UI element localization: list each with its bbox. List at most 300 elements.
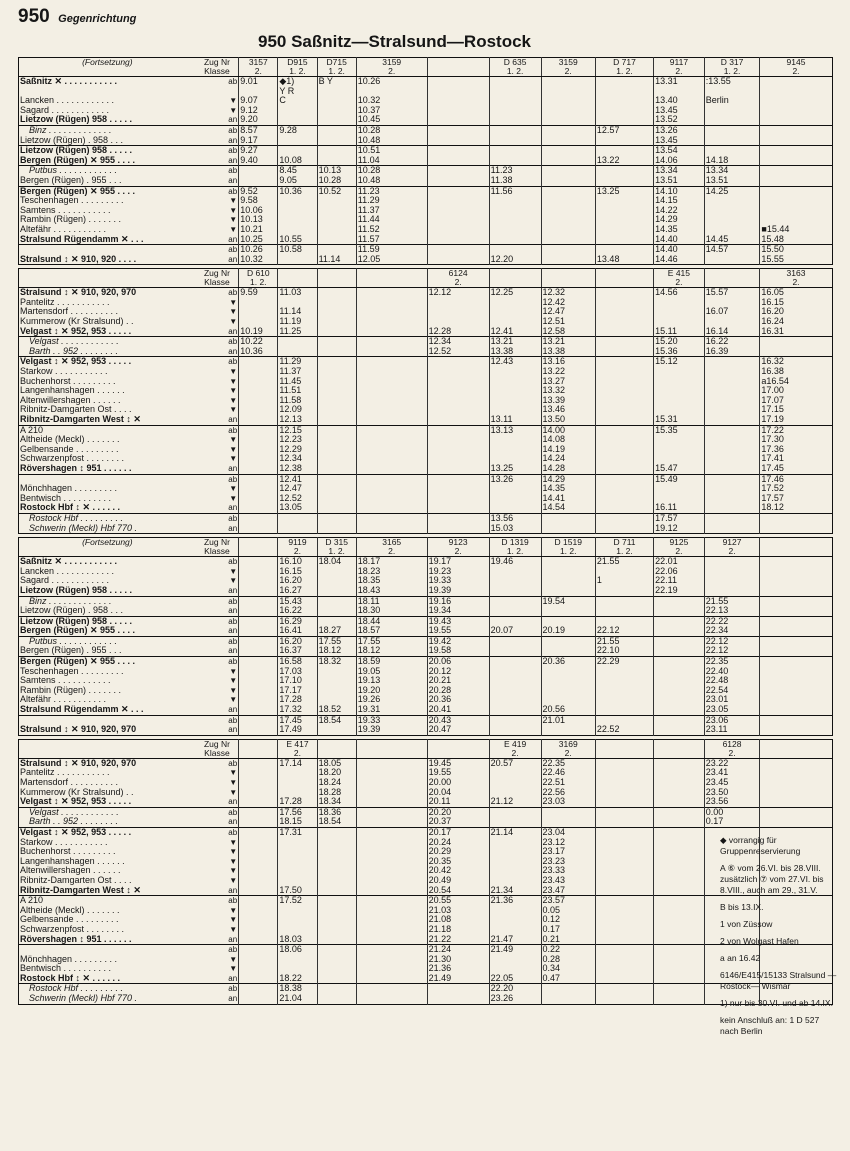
time-cell [489,695,541,705]
time-cell: 23.04 [541,827,595,837]
time-cell [356,415,427,425]
time-cell [317,425,356,435]
time-cell [595,386,653,396]
time-cell [760,96,832,106]
time-cell [239,586,278,596]
time-cell [489,817,541,827]
arr-dep-marker: an [228,503,238,513]
time-cell: 12.34 [427,337,489,347]
time-cell: 10.28 [356,166,427,176]
arr-dep-marker: ▼ [229,96,238,106]
time-cell: 15.49 [654,474,705,484]
station-name: Bergen (Rügen) ✕ 955 . . . . [19,657,196,667]
train-number-cell [704,269,760,288]
time-cell [654,984,705,994]
time-cell: 15.47 [654,464,705,474]
time-cell [427,484,489,494]
table-row [19,77,833,97]
time-cell [541,196,595,206]
time-cell [317,474,356,484]
time-cell [704,215,760,225]
time-cell: 12.58 [541,327,595,337]
time-cell: 23.23 [541,857,595,867]
time-cell [317,484,356,494]
time-cell [760,797,832,807]
time-cell [489,96,541,106]
time-cell [427,245,489,255]
time-cell [356,288,427,298]
time-cell [356,317,427,327]
time-cell [278,146,317,156]
time-cell [239,935,278,945]
train-number-cell: D715 1. 2. [317,58,356,77]
time-cell: 13.45 [654,106,705,116]
time-cell: 11.58 [278,396,317,406]
time-cell: 13.11 [489,415,541,425]
time-cell [317,915,356,925]
time-cell [541,646,595,656]
time-cell [595,115,653,125]
time-cell [654,695,705,705]
time-cell [427,494,489,504]
arr-dep-marker: ▼ [229,454,238,464]
time-cell [356,857,427,867]
time-cell: 20.36 [427,695,489,705]
time-cell [704,435,760,445]
time-cell: 12.43 [489,357,541,367]
station-name: Bentwisch . . . . . . . . . . [20,964,112,974]
time-cell [704,377,760,387]
time-cell: 22.12 [704,646,760,656]
time-cell [427,317,489,327]
time-cell: 18.44 [356,616,427,626]
station-name: A 210 [19,425,196,435]
table-row [19,337,833,347]
table-row [19,768,833,778]
arr-dep-marker: ▼ [229,866,238,876]
time-cell [595,415,653,425]
time-cell: 21.36 [427,964,489,974]
time-cell [239,386,278,396]
time-cell [489,606,541,616]
time-cell: 17.57 [760,494,832,504]
time-cell [278,106,317,116]
time-cell: 20.00 [427,778,489,788]
time-cell [704,494,760,504]
time-cell [317,96,356,106]
time-cell: 15.31 [654,415,705,425]
table-row [19,788,833,798]
time-cell: B Y [317,77,356,97]
train-number-cell [427,739,489,758]
time-cell: 10.32 [356,96,427,106]
time-cell: 19.33 [356,715,427,725]
time-cell: 21.08 [427,915,489,925]
time-cell [595,984,653,994]
time-cell: 22.12 [704,636,760,646]
station-name: Stralsund Rügendamm ✕ . . . [20,234,144,244]
time-cell [654,974,705,984]
time-cell [317,288,356,298]
time-cell [317,906,356,916]
table-row [19,136,833,146]
time-cell [427,156,489,166]
table-row [19,606,833,616]
table-row [19,925,833,935]
time-cell [541,606,595,616]
time-cell [595,435,653,445]
time-cell [239,925,278,935]
time-cell [595,596,653,606]
table-row [19,176,833,186]
table-row [19,96,833,106]
table-row [19,156,833,166]
time-cell [489,215,541,225]
time-cell [489,567,541,577]
time-cell [595,513,653,523]
time-cell [595,876,653,886]
time-cell: 12.23 [278,435,317,445]
arr-dep-marker: ab [196,984,239,994]
time-cell [317,925,356,935]
time-cell: 21.55 [595,557,653,567]
time-cell: 12.47 [541,307,595,317]
time-cell [278,925,317,935]
station-name: Binz . . . . . . . . . . . . . [19,596,196,606]
table-row [19,235,833,245]
time-cell [239,567,278,577]
arr-dep-marker: ▼ [229,905,238,915]
time-cell [317,567,356,577]
time-cell [427,415,489,425]
time-cell: 14.25 [704,186,760,196]
timetable-block-1 [18,57,833,265]
table-row [19,778,833,788]
time-cell [760,626,832,636]
time-cell: 13.38 [489,347,541,357]
station-name: Bentwisch . . . . . . . . . . [20,493,112,503]
station-name: Rostock Hbf ↕ ✕ . . . . . . [20,503,121,513]
time-cell [489,245,541,255]
time-cell [654,386,705,396]
time-cell [356,955,427,965]
time-cell: 15.43 [278,596,317,606]
time-cell: 22.51 [541,778,595,788]
time-cell [278,955,317,965]
timetable-block-4 [18,739,833,1005]
time-cell: 9.17 [239,136,278,146]
table-row [19,695,833,705]
time-cell [595,484,653,494]
arr-dep-marker: ab [196,357,239,367]
time-cell: 14.40 [654,235,705,245]
station-name: Lietzow (Rügen) 958 . . . . . [20,115,133,125]
station-name: Buchenhorst . . . . . . . . . [20,847,116,857]
time-cell: 13.39 [541,396,595,406]
time-cell: 20.28 [427,686,489,696]
arr-dep-marker: ▼ [229,435,238,445]
time-cell: 12.34 [278,454,317,464]
time-cell [595,896,653,906]
time-cell [760,576,832,586]
arr-dep-marker: an [228,646,238,656]
arr-dep-marker: ab [196,896,239,906]
arr-dep-marker: ab [196,513,239,523]
time-cell [317,935,356,945]
time-cell: 19.33 [427,576,489,586]
time-cell: 9.59 [239,288,278,298]
arr-dep-marker: ab [228,288,238,298]
time-cell: 17.55 [356,636,427,646]
time-cell: 16.05 [760,288,832,298]
time-cell: 22.35 [541,758,595,768]
station-name: Gelbensande . . . . . . . . . [20,915,119,925]
arr-dep-marker: an [228,115,238,125]
table-row [19,866,833,876]
time-cell: 17.00 [760,386,832,396]
station-name: A 210 [19,896,196,906]
time-cell: 20.04 [427,788,489,798]
arr-dep-marker: ab [228,77,238,86]
time-cell: 9.27 [239,146,278,156]
time-cell [654,847,705,857]
time-cell [239,405,278,415]
time-cell: 13.05 [278,503,317,513]
station-name: Lietzow (Rügen) . 958 . . . [20,135,124,145]
time-cell: 17.15 [760,405,832,415]
time-cell: 10.22 [239,337,278,347]
time-cell: 9.01 [239,77,278,97]
time-cell: 8.45 [278,166,317,176]
time-cell: 20.11 [427,797,489,807]
time-cell: 16.20 [760,307,832,317]
arr-dep-marker: ▼ [229,954,238,964]
time-cell: 11.38 [489,176,541,186]
time-cell: 22.12 [595,626,653,636]
time-cell [489,768,541,778]
time-cell: 19.12 [654,524,705,534]
time-cell [760,524,832,534]
time-cell [239,984,278,994]
time-cell [356,377,427,387]
time-cell [654,866,705,876]
time-cell [541,77,595,97]
time-cell: 11.37 [278,367,317,377]
arr-dep-marker: an [228,606,238,616]
time-cell [317,206,356,216]
time-cell [427,115,489,125]
time-cell: 14.24 [541,454,595,464]
time-cell [278,788,317,798]
time-cell [317,606,356,616]
train-number-cell [595,269,653,288]
footnote-item: 6146/E415/15133 Stralsund —Rostock— Wismar [720,970,837,991]
time-cell [595,176,653,186]
arr-dep-marker: ab [196,827,239,837]
time-cell [595,925,653,935]
train-number-cell: 9119 2. [278,538,317,557]
station-name [19,474,196,484]
time-cell [317,298,356,308]
time-cell [278,347,317,357]
time-cell: 17.45 [760,464,832,474]
time-cell: 10.28 [317,176,356,186]
time-cell: 19.39 [427,586,489,596]
station-name: Stralsund ↕ ✕ 910, 920, 970 [20,725,137,735]
table-row [19,317,833,327]
time-cell: 15.35 [654,425,705,435]
time-cell: 12.12 [427,288,489,298]
timetable-header-row [19,58,833,77]
time-cell [317,695,356,705]
time-cell: 19.20 [356,686,427,696]
time-cell: 18.35 [356,576,427,586]
time-cell [489,925,541,935]
arr-dep-marker: an [228,254,238,264]
time-cell: 21.49 [427,974,489,984]
time-cell: 18.05 [317,758,356,768]
train-number-cell: 3169 2. [541,739,595,758]
time-cell [595,317,653,327]
time-cell [317,994,356,1004]
station-name: Rövershagen ↕ 951 . . . . . . [20,463,132,473]
time-cell [317,725,356,735]
arr-dep-marker: ab [196,657,239,667]
time-cell [595,915,653,925]
station-name: Rambin (Rügen) . . . . . . . [20,685,122,695]
time-cell: 1 [595,576,653,586]
table-row [19,503,833,513]
time-cell [654,768,705,778]
time-cell [489,156,541,166]
time-cell: 14.19 [541,445,595,455]
time-cell: 13.51 [654,176,705,186]
time-cell [356,484,427,494]
station-name: Velgast . . . . . . . . . . . . [19,337,196,347]
time-cell: 13.34 [704,166,760,176]
table-row [19,327,833,337]
time-cell [654,396,705,406]
time-cell [317,886,356,896]
time-cell: 15.48 [760,235,832,245]
time-cell: 18.52 [317,705,356,715]
arr-dep-marker: ▼ [229,676,238,686]
time-cell: 10.06 [239,206,278,216]
timetable-container [18,57,832,1008]
table-row [19,686,833,696]
arr-dep-marker: an [228,415,238,424]
table-row [19,646,833,656]
time-cell: 16.37 [278,646,317,656]
time-cell: 23.47 [541,886,595,896]
time-cell [654,715,705,725]
time-cell [654,994,705,1004]
time-cell [541,106,595,116]
time-cell: 10.51 [356,146,427,156]
time-cell: 18.38 [278,984,317,994]
table-row [19,915,833,925]
time-cell: 0.00 [704,807,760,817]
time-cell: 20.12 [427,667,489,677]
time-cell [427,146,489,156]
time-cell [595,838,653,848]
arr-dep-marker: ▼ [229,215,238,225]
time-cell [654,657,705,667]
time-cell: 13.25 [489,464,541,474]
time-cell [595,474,653,484]
time-cell: 16.31 [760,327,832,337]
train-number-cell: D 711 1. 2. [595,538,653,557]
time-cell: 0.21 [541,935,595,945]
time-cell [356,994,427,1004]
time-cell: 11.52 [356,225,427,235]
time-cell [654,606,705,616]
time-cell [541,215,595,225]
station-name: Rostock Hbf ↕ ✕ . . . . . . [20,973,121,983]
time-cell [356,886,427,896]
time-cell [356,435,427,445]
time-cell: 19.43 [427,616,489,626]
time-cell: 12.13 [278,415,317,425]
time-cell [541,676,595,686]
time-cell: 14.29 [541,474,595,484]
time-cell [317,225,356,235]
time-cell [595,616,653,626]
time-cell: 22.46 [541,768,595,778]
time-cell: 16.11 [654,503,705,513]
timetable-header-row [19,739,833,758]
time-cell: 20.54 [427,886,489,896]
time-cell [595,245,653,255]
time-cell: 18.15 [278,817,317,827]
time-cell [489,705,541,715]
station-name: Altheide (Meckl) . . . . . . . [20,905,120,915]
time-cell [654,838,705,848]
time-cell [704,115,760,125]
time-cell [239,955,278,965]
time-cell: 17.36 [760,445,832,455]
train-number-cell [760,739,832,758]
time-cell [489,915,541,925]
time-cell: 12.52 [427,347,489,357]
time-cell [239,974,278,984]
time-cell [356,503,427,513]
time-cell [541,524,595,534]
time-cell [317,955,356,965]
time-cell [541,725,595,735]
time-cell: 17.22 [760,425,832,435]
time-cell [541,616,595,626]
station-name: Velgast ↕ ✕ 952, 953 . . . . . [20,797,132,807]
time-cell [654,788,705,798]
time-cell [489,964,541,974]
time-cell [239,646,278,656]
time-cell [654,445,705,455]
time-cell [595,797,653,807]
arr-dep-marker: an [228,973,238,983]
time-cell [489,115,541,125]
time-cell [541,817,595,827]
time-cell [654,705,705,715]
time-cell: 17.19 [760,415,832,425]
time-cell [541,225,595,235]
table-row [19,307,833,317]
time-cell: 20.29 [427,847,489,857]
arr-dep-marker: ▼ [229,307,238,317]
time-cell: 16.24 [760,317,832,327]
time-cell: 18.12 [317,646,356,656]
arr-dep-marker: ab [196,186,239,196]
